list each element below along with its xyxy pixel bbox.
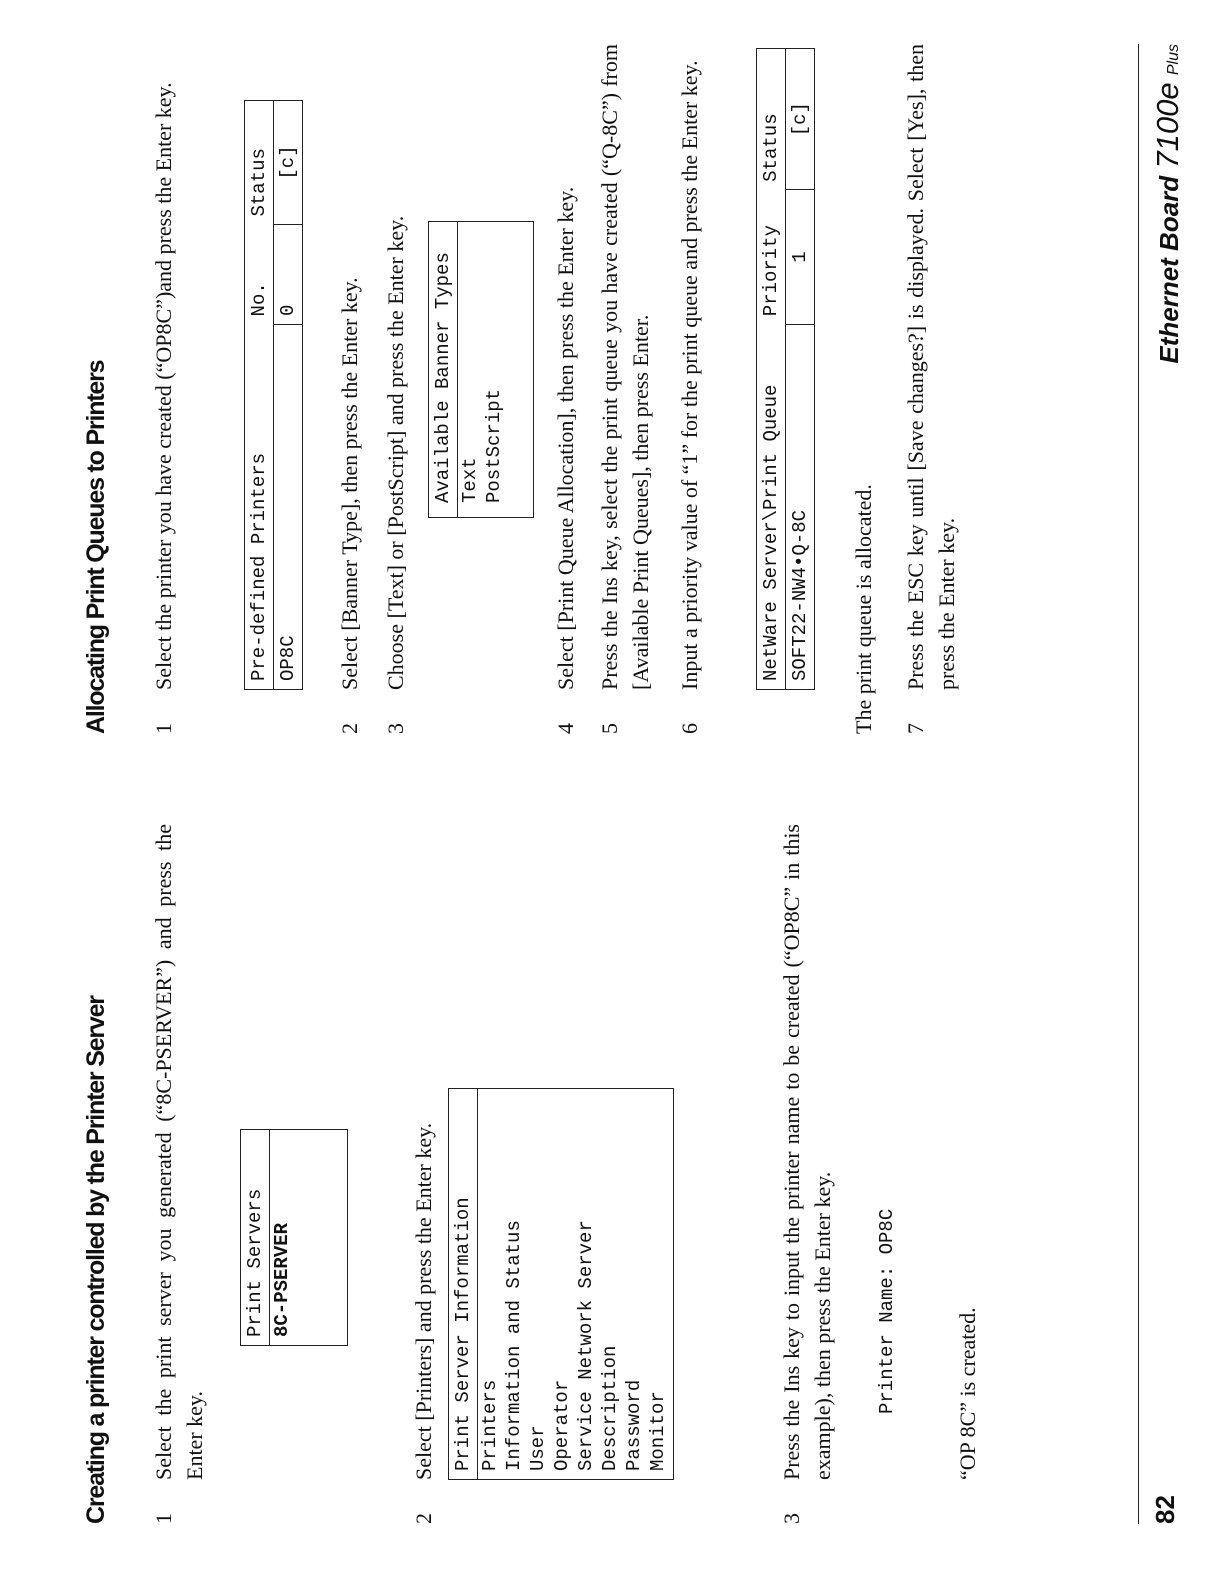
- banner-types-header: Available Banner Types: [429, 222, 458, 517]
- col-header-priority: Priority: [757, 190, 786, 324]
- right-step-6: [674, 44, 705, 734]
- print-servers-box: [240, 1129, 348, 1346]
- banner-types-box: [428, 221, 534, 518]
- left-heading: Creating a printer controlled by the Printer Server: [82, 996, 110, 1524]
- right-step-5: [594, 44, 656, 734]
- col-header-server-queue: NetWare Server\Print Queue: [757, 324, 786, 689]
- right-step-7: [900, 44, 962, 734]
- predefined-printers-table: [244, 100, 303, 690]
- right-step-3: [380, 44, 411, 734]
- cell-status: [c]: [274, 101, 303, 225]
- brand-footer: [1150, 44, 1186, 364]
- cell-no: 0: [274, 225, 303, 325]
- menu-item-password[interactable]: Password: [623, 1379, 645, 1471]
- table-row[interactable]: [786, 49, 815, 689]
- step-number: 2: [337, 723, 362, 734]
- right-step-1: [148, 44, 179, 734]
- cell-priority: 1: [786, 190, 815, 324]
- step-number: 1: [151, 723, 176, 734]
- menu-item-monitor[interactable]: Monitor: [647, 1391, 669, 1471]
- table-row[interactable]: [274, 101, 303, 689]
- cell-queue: SOFT22-NW4•Q-8C: [789, 509, 811, 681]
- menu-item-user[interactable]: User: [527, 1425, 549, 1471]
- menu-item-service-network-server[interactable]: Service Network Server: [575, 1220, 597, 1471]
- step-number: 4: [553, 723, 578, 734]
- print-server-info-box: [448, 1088, 674, 1480]
- banner-option-text[interactable]: Text: [459, 457, 481, 503]
- step-number: 3: [779, 1513, 804, 1524]
- right-heading: Allocating Print Queues to Printers: [82, 360, 110, 734]
- step-number: 7: [903, 723, 928, 734]
- menu-item-printers[interactable]: Printers: [479, 1379, 501, 1471]
- col-header-status: Status: [245, 101, 274, 225]
- allocated-text: The print queue is allocated.: [851, 484, 876, 734]
- right-step-4: [550, 44, 581, 734]
- left-step-3: [776, 824, 838, 1524]
- step-number: 5: [597, 723, 622, 734]
- menu-item-operator[interactable]: Operator: [551, 1379, 573, 1471]
- menu-item-description[interactable]: Description: [599, 1345, 621, 1471]
- step-text: Select [Printers] and press the Enter key.: [411, 1122, 436, 1480]
- left-step-1: [148, 824, 210, 1524]
- print-servers-header: Print Servers: [241, 1130, 270, 1345]
- step-text: Select [Banner Type], then press the Enter key.: [337, 277, 362, 690]
- step-text: Choose [Text] or [PostScript] and press the Enter key.: [383, 215, 408, 690]
- step-text: Press the ESC key until [Save changes?] is displayed. Select [Yes], then press the Enter key.: [903, 44, 959, 690]
- col-header-no: No.: [245, 225, 274, 325]
- col-header-status: Status: [757, 49, 786, 190]
- brand-plus: Plus: [1165, 44, 1182, 76]
- page-number: 82: [1150, 1495, 1180, 1524]
- step-number: 3: [383, 723, 408, 734]
- step-text: Select the printer you have created (“OP8C”)and press the Enter key.: [151, 82, 176, 690]
- step-text: Select [Print Queue Allocation], then press the Enter key.: [553, 186, 578, 690]
- info-box-header: Print Server Information: [449, 1089, 478, 1479]
- created-text: “OP 8C” is created.: [955, 1307, 980, 1480]
- step-text: Select the print server you generated (“8C-PSERVER”) and press the Enter key.: [151, 824, 207, 1480]
- cell-printer: OP8C: [277, 635, 299, 681]
- printer-name-line: Printer Name: OP8C: [876, 1208, 898, 1414]
- step-number: 1: [151, 1513, 176, 1524]
- banner-option-postscript[interactable]: PostScript: [483, 388, 505, 503]
- step-text: Input a priority value of “1” for the print queue and press the Enter key.: [677, 60, 702, 690]
- step-text: Press the Ins key, select the print queue you have created (“Q-8C”) from [Available Print Queues], then press Enter.: [597, 44, 653, 690]
- left-step-2: [408, 824, 439, 1524]
- brand-model: 7100e: [1150, 82, 1185, 169]
- step-text: Press the Ins key to input the printer name to be created (“OP8C” in this example), then press the Enter key.: [779, 824, 835, 1480]
- step-number: 6: [677, 723, 702, 734]
- cell-status: [c]: [786, 49, 815, 190]
- footer-rule: [1138, 44, 1139, 1524]
- print-queue-table: [756, 48, 815, 690]
- menu-item-information-status[interactable]: Information and Status: [503, 1220, 525, 1471]
- right-step-2: [334, 44, 365, 734]
- brand-name: Ethernet Board: [1154, 175, 1184, 364]
- step-number: 2: [411, 1513, 436, 1524]
- print-server-item[interactable]: 8C-PSERVER: [271, 1222, 293, 1337]
- col-header-predefined-printers: Pre-defined Printers: [245, 324, 274, 689]
